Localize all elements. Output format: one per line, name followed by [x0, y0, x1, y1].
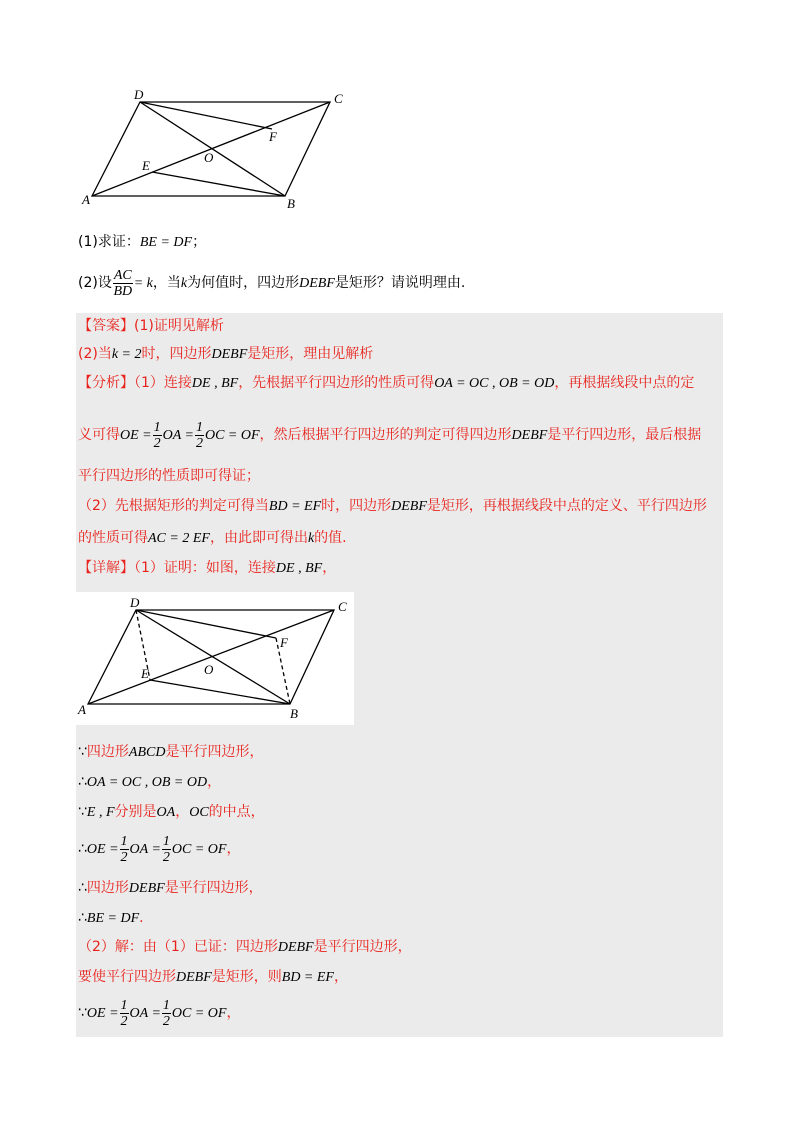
step-7: （2）解：由（1）已证：四边形DEBF是平行四边形，	[78, 939, 412, 955]
label-d: D	[130, 595, 140, 610]
label-o: O	[204, 662, 214, 677]
step-8: 要使平行四边形DEBF是矩形，则BD = EF，	[78, 969, 348, 985]
step-9: ∵OE = $\frac{1}{2}$ OA = $\frac{1}{2}$ OC = OF，	[78, 997, 241, 1029]
answer-line-1: 【答案】(1)证明见解析	[78, 318, 224, 334]
step-2: ∴OA = OC , OB = OD，	[78, 774, 222, 790]
label-a: A	[78, 702, 86, 717]
analysis-line-1: 【分析】（1）连接DE , BF，先根据平行四边形的性质可得OA = OC , OB = OD，再根据线段中点的定	[78, 375, 695, 391]
label-c: C	[334, 91, 343, 106]
fraction-half: $\frac{1}{2}$	[120, 997, 128, 1029]
answer-tag: 【答案】	[78, 318, 134, 334]
fraction-half: $\frac{1}{2}$	[162, 997, 170, 1029]
fraction-half: $\frac{1}{2}$	[195, 419, 203, 451]
q1-suffix: ；	[192, 234, 207, 250]
step-6: ∴BE = DF.	[78, 910, 144, 926]
analysis-line-3: 平行四边形的性质即可得证；	[78, 468, 260, 484]
label-c: C	[338, 599, 347, 614]
label-b: B	[290, 706, 298, 721]
figure-parallelogram-2	[76, 592, 354, 725]
fraction-half: $\frac{1}{2}$	[120, 833, 128, 865]
label-d: D	[134, 87, 144, 102]
label-b: B	[287, 196, 295, 211]
fraction-half: $\frac{1}{2}$	[153, 419, 161, 451]
diagonal-bd	[140, 102, 285, 196]
label-e: E	[141, 666, 149, 681]
segment-eb	[152, 172, 285, 196]
q2-eq-k: = k	[133, 276, 153, 291]
step-4: ∴OE = $\frac{1}{2}$ OA = $\frac{1}{2}$ OC = OF，	[78, 833, 241, 865]
analysis-line-5: 的性质可得AC = 2 EF，由此即可得出k的值.	[78, 530, 347, 546]
q2-fraction: $\frac{AC}{BD}$	[113, 267, 133, 299]
step-5: ∴四边形DEBF是平行四边形，	[78, 880, 263, 896]
label-e: E	[142, 158, 150, 173]
fraction-half: $\frac{1}{2}$	[162, 833, 170, 865]
figure-parallelogram-1	[80, 84, 360, 212]
q2-prefix: (2)设	[78, 275, 112, 291]
step-3: ∵E , F分别是OA，OC的中点，	[78, 804, 265, 820]
question-2: (2)设 $\frac{AC}{BD}$ = k，当k为何值时，四边形DEBF是矩形？请说明理由.	[78, 267, 466, 299]
q1-prefix: (1)求证：	[78, 234, 140, 250]
label-a: A	[82, 192, 90, 207]
step-1: ∵四边形ABCD是平行四边形，	[78, 744, 264, 760]
label-o: O	[204, 150, 214, 165]
answer-line-2: (2)当k = 2时，四边形DEBF是矩形，理由见解析	[78, 346, 374, 362]
analysis-line-2: 义可得OE = $\frac{1}{2}$ OA = $\frac{1}{2}$ OC = OF，然后根据平行四边形的判定可得四边形DEBF是平行四边形，最后根据	[78, 419, 702, 451]
analysis-tag: 【分析】	[78, 375, 134, 391]
label-f: F	[280, 635, 288, 650]
analysis-line-4: （2）先根据矩形的判定可得当BD = EF时，四边形DEBF是矩形，再根据线段中点的定义、平行四边形	[78, 498, 707, 514]
label-f: F	[269, 129, 277, 144]
detail-tag: 【详解】	[78, 560, 134, 576]
q1-expr: BE = DF	[139, 235, 193, 250]
question-1	[78, 232, 206, 253]
detail-intro: 【详解】（1）证明：如图，连接DE , BF，	[78, 560, 337, 576]
